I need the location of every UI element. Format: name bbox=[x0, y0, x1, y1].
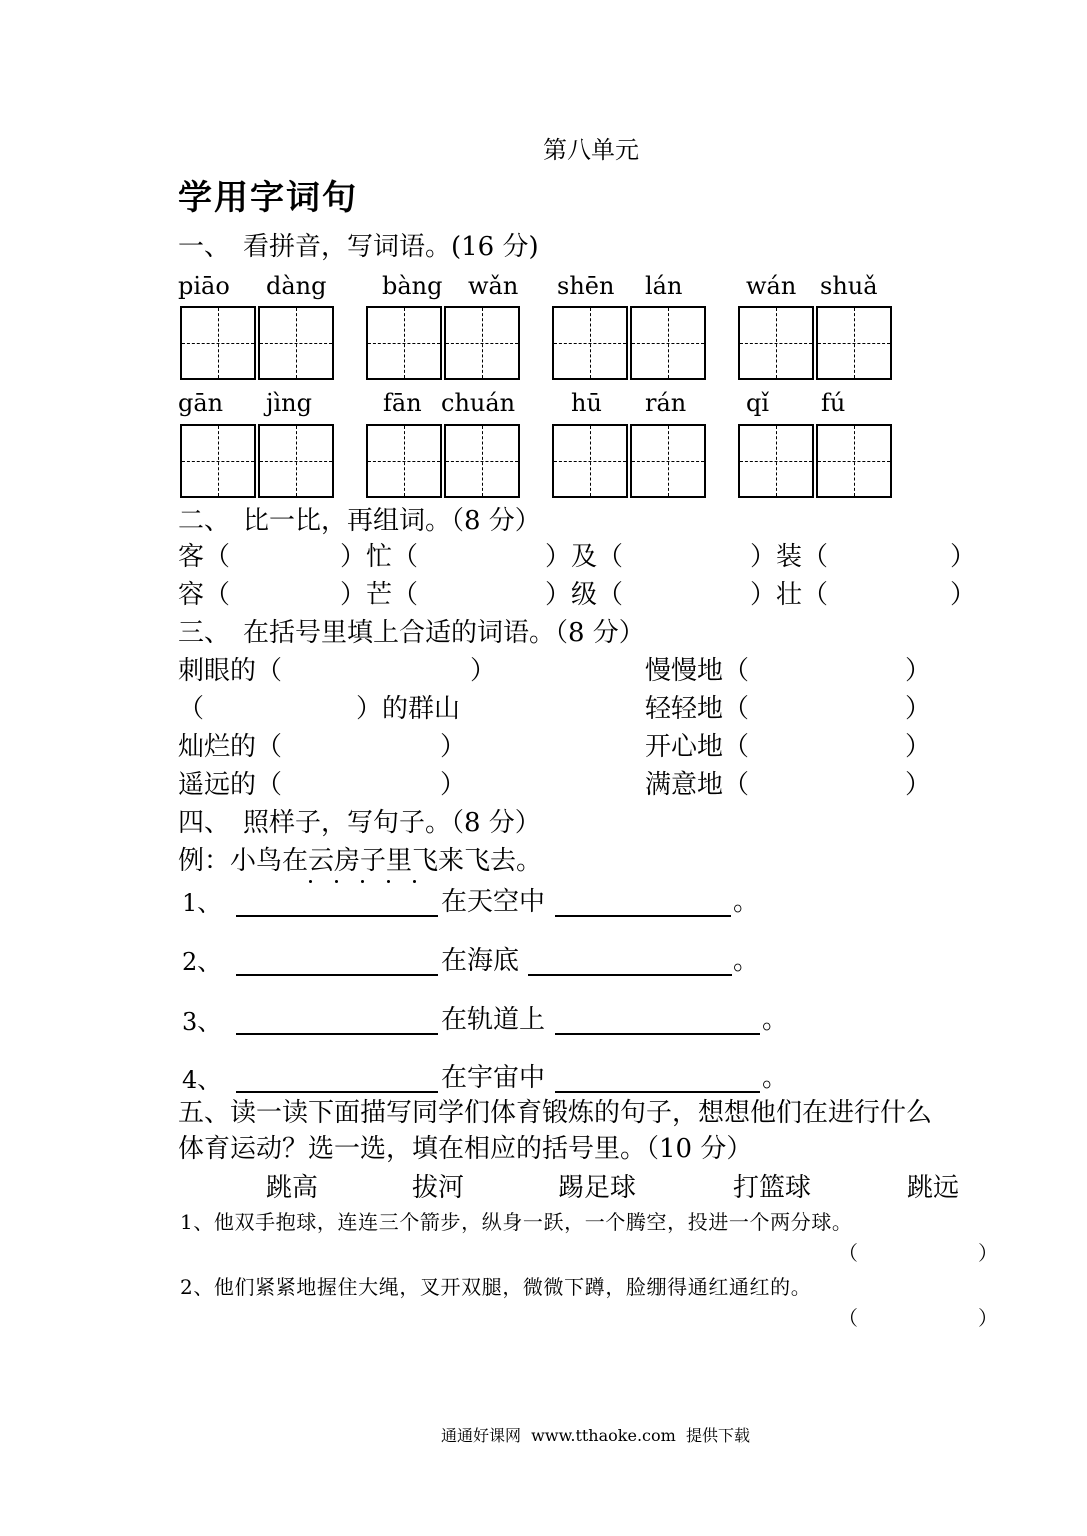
pinyin: hū bbox=[571, 389, 602, 417]
q4-mid: 在天空中 bbox=[441, 887, 546, 917]
q2-cell: ）壮（ bbox=[750, 580, 829, 610]
paren-open: （ bbox=[838, 1306, 858, 1330]
q2-cell: ）忙（ bbox=[340, 542, 419, 572]
answer-blank[interactable] bbox=[236, 1033, 438, 1035]
q4-mid: 在宇宙中 bbox=[441, 1063, 546, 1093]
q3-item: 开心地（ bbox=[645, 732, 750, 762]
q2-cell: ）装（ bbox=[750, 542, 829, 572]
writing-grid[interactable] bbox=[738, 424, 814, 498]
writing-grid[interactable] bbox=[630, 424, 706, 498]
q2-cell: ）及（ bbox=[545, 542, 624, 572]
writing-grid[interactable] bbox=[552, 306, 628, 380]
q3-item-close: ） bbox=[905, 732, 932, 762]
q3-item-close: ） bbox=[905, 694, 932, 724]
q4-end: 。 bbox=[733, 946, 760, 976]
q3-item: （ bbox=[178, 694, 205, 724]
writing-grid[interactable] bbox=[180, 306, 256, 380]
q3-item: 遥远的（ bbox=[178, 770, 283, 800]
pinyin: dàng bbox=[266, 272, 327, 300]
writing-grid[interactable] bbox=[552, 424, 628, 498]
q3-item: 慢慢地（ bbox=[645, 656, 750, 686]
pinyin: bàng bbox=[382, 272, 443, 300]
option-word: 拔河 bbox=[412, 1173, 465, 1203]
option-word: 跳高 bbox=[266, 1173, 319, 1203]
answer-blank[interactable] bbox=[555, 1033, 760, 1035]
q2-cell: ） bbox=[950, 580, 977, 610]
q5-heading-line-1: 五、读一读下面描写同学们体育锻炼的句子，想想他们在进行什么 bbox=[178, 1098, 933, 1128]
q3-item-close: ） bbox=[440, 770, 467, 800]
writing-grid[interactable] bbox=[630, 306, 706, 380]
q4-num: 3、 bbox=[182, 1008, 222, 1036]
answer-blank[interactable] bbox=[555, 915, 731, 917]
writing-grid[interactable] bbox=[180, 424, 256, 498]
q2-heading: 二、 比一比，再组词。（8 分） bbox=[178, 506, 541, 536]
writing-grid[interactable] bbox=[258, 306, 334, 380]
paren-close: ） bbox=[978, 1306, 998, 1330]
writing-grid[interactable] bbox=[738, 306, 814, 380]
q2-cell: ）级（ bbox=[545, 580, 624, 610]
q4-example: 例：小鸟在云房子里飞来飞去。 bbox=[178, 846, 543, 876]
paren-close: ） bbox=[978, 1241, 998, 1265]
pinyin: shuǎ bbox=[820, 272, 878, 300]
option-word: 跳远 bbox=[907, 1173, 960, 1203]
q2-cell: ） bbox=[950, 542, 977, 572]
pinyin: wán bbox=[746, 272, 797, 300]
writing-grid[interactable] bbox=[258, 424, 334, 498]
writing-grid[interactable] bbox=[816, 306, 892, 380]
unit-title: 第八单元 bbox=[543, 136, 639, 164]
q3-heading: 三、 在括号里填上合适的词语。（8 分） bbox=[178, 618, 645, 648]
q5-sentence-text: 1、他双手抱球，连连三个箭步，纵身一跃，一个腾空，投进一个两分球。 bbox=[180, 1210, 853, 1234]
q3-item-close: ） bbox=[905, 656, 932, 686]
q4-mid: 在海底 bbox=[441, 946, 520, 976]
writing-grid[interactable] bbox=[366, 424, 442, 498]
q4-heading: 四、 照样子，写句子。（8 分） bbox=[178, 808, 541, 838]
writing-grid[interactable] bbox=[444, 424, 520, 498]
q3-item-close: ）的群山 bbox=[356, 694, 461, 724]
q4-end: 。 bbox=[762, 1063, 789, 1093]
answer-blank[interactable] bbox=[236, 1091, 438, 1093]
q3-item-close: ） bbox=[905, 770, 932, 800]
q2-cell: 容（ bbox=[178, 580, 231, 610]
writing-grid[interactable] bbox=[366, 306, 442, 380]
answer-blank[interactable] bbox=[236, 974, 438, 976]
option-word: 踢足球 bbox=[558, 1173, 637, 1203]
q3-item-close: ） bbox=[470, 656, 497, 686]
pinyin: fú bbox=[821, 389, 846, 417]
writing-grid[interactable] bbox=[444, 306, 520, 380]
pinyin: gān bbox=[178, 389, 224, 417]
answer-blank[interactable] bbox=[528, 974, 732, 976]
pinyin: qǐ bbox=[746, 389, 770, 417]
pinyin: lán bbox=[645, 272, 683, 300]
q4-end: 。 bbox=[762, 1005, 789, 1035]
pinyin: rán bbox=[645, 389, 687, 417]
q5-heading-line-2: 体育运动？选一选，填在相应的括号里。（10 分） bbox=[178, 1134, 753, 1164]
pinyin: chuán bbox=[441, 389, 516, 417]
section-title: 学用字词句 bbox=[178, 178, 358, 218]
q3-item: 轻轻地（ bbox=[645, 694, 750, 724]
q3-item-close: ） bbox=[440, 732, 467, 762]
paren-open: （ bbox=[838, 1241, 858, 1265]
pinyin: piāo bbox=[178, 272, 230, 300]
q2-cell: ）芒（ bbox=[340, 580, 419, 610]
pinyin: jìng bbox=[266, 389, 312, 417]
pinyin: wǎn bbox=[468, 272, 519, 300]
q2-cell: 客（ bbox=[178, 542, 231, 572]
q4-num: 1、 bbox=[182, 889, 222, 917]
q3-item: 灿烂的（ bbox=[178, 732, 283, 762]
pinyin: fān bbox=[383, 389, 422, 417]
q1-heading: 一、 看拼音，写词语。(16 分) bbox=[178, 232, 539, 262]
option-word: 打篮球 bbox=[733, 1173, 812, 1203]
writing-grid[interactable] bbox=[816, 424, 892, 498]
q4-num: 2、 bbox=[182, 948, 222, 976]
q4-end: 。 bbox=[733, 887, 760, 917]
q5-sentence-text: 2、他们紧紧地握住大绳，叉开双腿，微微下蹲，脸绷得通红通红的。 bbox=[180, 1275, 812, 1299]
answer-blank[interactable] bbox=[555, 1091, 760, 1093]
q4-num: 4、 bbox=[182, 1066, 222, 1094]
q4-mid: 在轨道上 bbox=[441, 1005, 546, 1035]
pinyin: shēn bbox=[557, 272, 615, 300]
footer-text: 通通好课网 www.tthaoke.com 提供下载 bbox=[441, 1426, 750, 1445]
answer-blank[interactable] bbox=[236, 915, 438, 917]
q3-item: 满意地（ bbox=[645, 770, 750, 800]
q3-item: 刺眼的（ bbox=[178, 656, 283, 686]
